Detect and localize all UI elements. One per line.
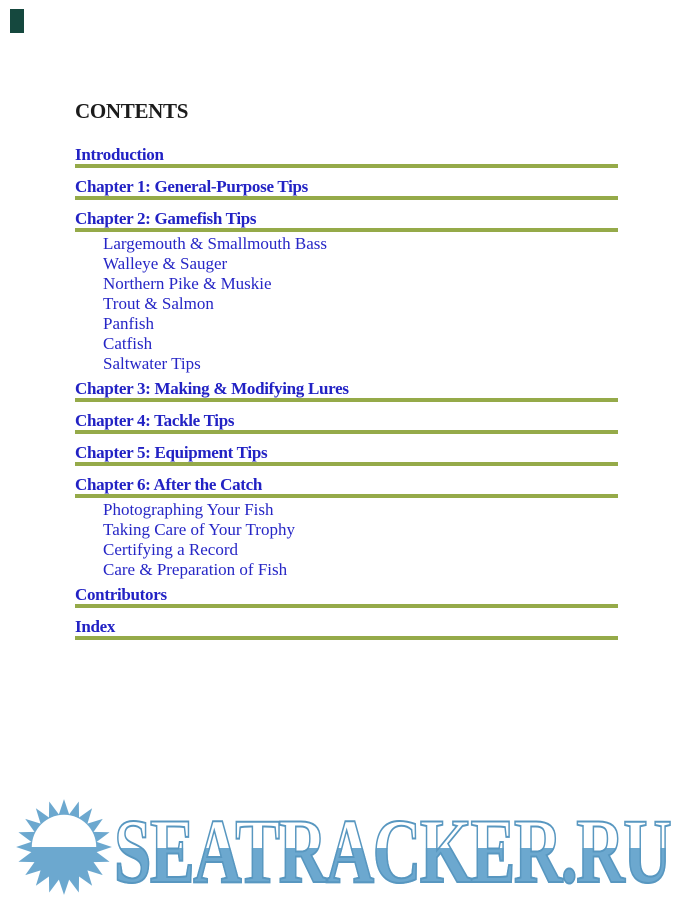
toc-sublink-trout-salmon[interactable]: Trout & Salmon [103, 294, 214, 313]
toc-link-chapter-5[interactable]: Chapter 5: Equipment Tips [75, 443, 268, 462]
toc-link-introduction[interactable]: Introduction [75, 145, 164, 164]
divider-rule [75, 196, 618, 200]
toc-sublink-taking-care-of-your-trophy[interactable]: Taking Care of Your Trophy [103, 520, 295, 539]
list-item [103, 500, 618, 520]
toc-entry-chapter-5 [75, 444, 618, 466]
toc-entry-introduction [75, 146, 618, 168]
toc-entry-chapter-3 [75, 380, 618, 402]
toc-sublink-walleye-sauger[interactable]: Walleye & Sauger [103, 254, 228, 273]
divider-rule [75, 398, 618, 402]
list-item [103, 560, 618, 580]
toc-link-chapter-4[interactable]: Chapter 4: Tackle Tips [75, 411, 235, 430]
divider-rule [75, 228, 618, 232]
toc-link-chapter-6[interactable]: Chapter 6: After the Catch [75, 475, 263, 494]
watermark [0, 786, 695, 902]
toc-sublink-photographing-your-fish[interactable]: Photographing Your Fish [103, 500, 274, 519]
list-item [103, 540, 618, 560]
divider-rule [75, 604, 618, 608]
watermark-text: SEATRACKER.RU [114, 800, 671, 902]
list-item [103, 254, 618, 274]
list-item [103, 294, 618, 314]
chapter-6-subsections [103, 500, 618, 580]
toc-sublink-catfish[interactable]: Catfish [103, 334, 153, 353]
toc-entry-index [75, 618, 618, 640]
list-item [103, 314, 618, 334]
toc-entry-chapter-6 [75, 476, 618, 580]
toc-sublink-saltwater-tips[interactable]: Saltwater Tips [103, 354, 201, 373]
toc-link-chapter-2[interactable]: Chapter 2: Gamefish Tips [75, 209, 257, 228]
divider-rule [75, 430, 618, 434]
toc-entry-chapter-2 [75, 210, 618, 374]
divider-rule [75, 462, 618, 466]
list-item [103, 334, 618, 354]
chapter-2-subsections [103, 234, 618, 374]
toc-link-chapter-3[interactable]: Chapter 3: Making & Modifying Lures [75, 379, 349, 398]
toc-link-contributors[interactable]: Contributors [75, 585, 167, 604]
divider-rule [75, 164, 618, 168]
toc-sublink-panfish[interactable]: Panfish [103, 314, 154, 333]
toc-entry-chapter-1 [75, 178, 618, 200]
toc-sublink-northern-pike-muskie[interactable]: Northern Pike & Muskie [103, 274, 272, 293]
divider-rule [75, 636, 618, 640]
toc-link-chapter-1[interactable]: Chapter 1: General-Purpose Tips [75, 177, 308, 196]
list-item [103, 520, 618, 540]
toc-sublink-certifying-a-record[interactable]: Certifying a Record [103, 540, 239, 559]
toc-entry-chapter-4 [75, 412, 618, 434]
divider-rule [75, 494, 618, 498]
table-of-contents [75, 146, 618, 650]
list-item [103, 354, 618, 374]
list-item [103, 274, 618, 294]
page-title: CONTENTS [75, 99, 189, 123]
toc-link-index[interactable]: Index [75, 617, 116, 636]
toc-sublink-largemouth-smallmouth-bass[interactable]: Largemouth & Smallmouth Bass [103, 234, 327, 253]
toc-entry-contributors [75, 586, 618, 608]
corner-marker [10, 9, 24, 33]
toc-sublink-care-preparation-of-fish[interactable]: Care & Preparation of Fish [103, 560, 288, 579]
list-item [103, 234, 618, 254]
sun-over-sea-icon [9, 793, 119, 901]
